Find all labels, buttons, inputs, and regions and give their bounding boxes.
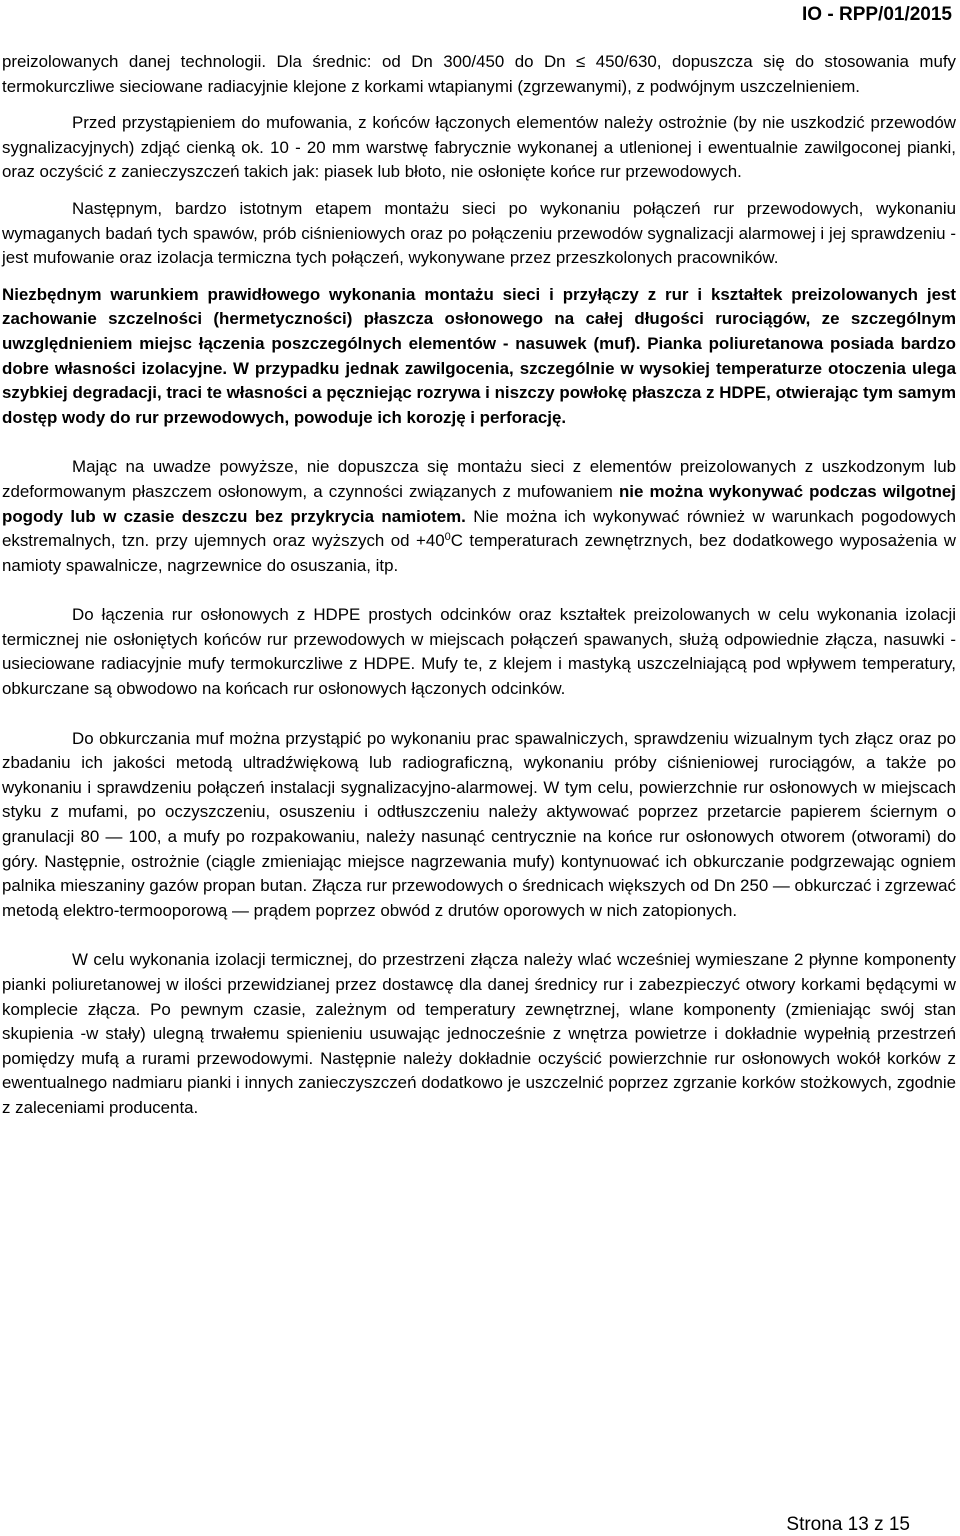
paragraph-5-part-a: Mając na uwadze powyższe, nie dopuszcza się montażu sieci z elementów preizolowanych z uszkodzonym lub zdeformowanym płaszczem osłonowym, a czynności związanych z mufowaniem	[2, 457, 956, 501]
paragraph-6: Do łączenia rur osłonowych z HDPE prostych odcinków oraz kształtek preizolowanych w celu wykonania izolacji termicznej nie osłoniętych końców rur przewodowych w miejscach połączeń spawanych, służą odpowiednie złącza, nasuwki - usieciowane radiacyjnie mufy termokurczliwe z HDPE. Mufy te, z klejem i mastyką uszczelniającą pod wpływem temperatury, obkurczane są obwodowo na końcach rur osłonowych łączonych odcinków.	[2, 605, 956, 699]
paragraph-2: Przed przystąpieniem do mufowania, z końców łączonych elementów należy ostrożnie (by nie uszkodzić przewodów sygnalizacyjnych) zdjąć cienką ok. 10 - 20 mm warstwę fabrycznie wykonanej a utlenionej i ewentualnie zawilgoconej pianki, oraz oczyścić z zanieczyszczeń takich jak: piasek lub błoto, nie osłonięte końce rur przewodowych.	[2, 113, 956, 182]
paragraph-1: preizolowanych danej technologii. Dla średnic: od Dn 300/450 do Dn ≤ 450/630, dopuszcza się do stosowania mufy termokurczliwe sieciowane radiacyjnie klejone z korkami wtapianymi (zgrzewanymi), z podwójnym uszczelnieniem.	[2, 52, 956, 96]
paragraph-8: W celu wykonania izolacji termicznej, do przestrzeni złącza należy wlać wcześniej wymieszane 2 płynne komponenty pianki poliuretanowej w ilości przewidzianej przez dostawcę dla danej średnicy rur i zabezpieczyć otwory korkami będącymi w komplecie złącza. Po pewnym czasie, zależnym od temperatury zewnętrznej, wlane komponenty (zmieniając swój stan skupienia -w stały) ulegną trwałemu spienieniu usuwając jednocześnie z wnętrza powietrze i dokładnie wypełnią przestrzeń pomiędzy mufą a rurami przewodowymi. Następnie należy dokładnie oczyścić powierzchnie rur osłonowych wokół korków z ewentualnego nadmiaru pianki i innych zanieczyszczeń dodatkowo je uszczelnić poprzez zgrzanie korków stożkowych, zgodnie z zaleceniami producenta.	[2, 950, 956, 1117]
paragraph-5-bold: nie można wykonywać podczas wilgotnej pogody lub w czasie deszczu bez przykrycia namiotem.	[2, 481, 956, 526]
document-body	[2, 50, 956, 1121]
paragraph-5-part-d: C temperaturach zewnętrznych, bez dodatkowego wyposażenia w namioty spawalnicze, nagrzewnice do osuszania, itp.	[2, 531, 956, 575]
page-number: Strona 13 z 15	[786, 1514, 910, 1535]
document-code: IO - RPP/01/2015	[802, 4, 952, 25]
paragraph-4	[2, 283, 956, 431]
paragraph-5-part-c: Nie można ich wykonywać również w warunkach pogodowych ekstremalnych, tzn. przy ujemnych oraz wyższych od +40	[2, 506, 956, 551]
paragraph-7: Do obkurczania muf można przystąpić po wykonaniu prac spawalniczych, sprawdzeniu wizualnym tych złącz oraz po zbadaniu ich jakości metodą ultradźwiękową lub radiograficzną, wykonaniu próby ciśnieniowej rurociągów, a także po wykonaniu i sprawdzeniu połączeń instalacji sygnalizacyjno-alarmowej. W tym celu, powierzchnie rur osłonowych w miejscach styku z mufami, po oczyszczeniu, osuszeniu i odtłuszczeniu należy aktywować poprzez przetarcie papierem ściernym o granulacji 80 — 100, a mufy po rozpakowaniu, należy nasunąć centrycznie na końce rur osłonowych otworem (otworami) do góry. Następnie, ostrożnie (ciągle zmieniając miejsce nagrzewania mufy) kontynuować ich obkurczanie podgrzewając ogniem palnika mieszaniny gazów propan butan. Złącza rur przewodowych o średnicach większych od Dn 250 — obkurczać i zgrzewać metodą elektro-termooporową — prądem poprzez obwód z drutów oporowych w nich zatopionych.	[2, 728, 956, 920]
paragraph-4-bold: Niezbędnym warunkiem prawidłowego wykonania montażu sieci i przyłączy z rur i kształtek preizolowanych jest zachowanie szczelności (hermetyczności) płaszcza osłonowego na całej długości rurociągów, ze szczególnym uwzględnieniem miejsc łączenia poszczególnych elementów - nasuwek (muf). Pianka poliuretanowa posiada bardzo dobre własności izolacyjne. W przypadku jednak zawilgocenia, szczególnie w wysokiej temperaturze otoczenia ulega szybkiej degradacji, traci te własności a pęczniejąc rozrywa i niszczy powłokę płaszcza z HDPE, otwierając tym samym dostęp wody do rur przewodowych, powoduje ich korozję i perforację.	[2, 284, 956, 427]
paragraph-3: Następnym, bardzo istotnym etapem montażu sieci po wykonaniu połączeń rur przewodowych, wykonaniu wymaganych badań tych spawów, prób ciśnieniowych oraz po połączeniu przewodów sygnalizacji alarmowej i jej sprawdzeniu - jest mufowanie oraz izolacja termiczna tych połączeń, wykonywane przez przeszkolonych pracowników.	[2, 198, 956, 268]
paragraph-5	[2, 455, 956, 578]
degree-superscript: 0	[444, 531, 451, 544]
